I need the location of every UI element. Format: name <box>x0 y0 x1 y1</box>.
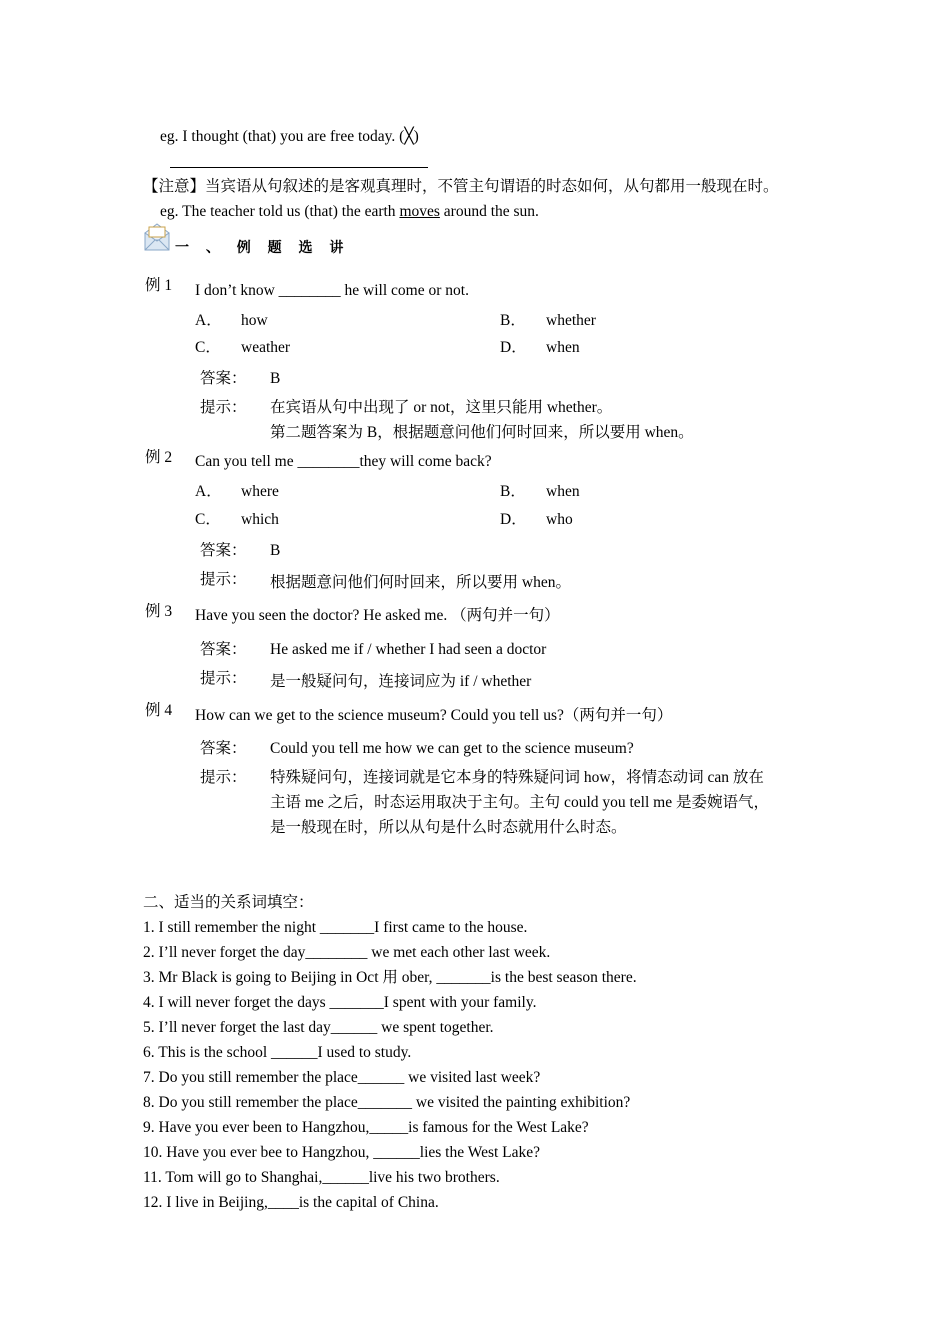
example-4-question: How can we get to the science museum? Could you tell us?（两句并一句） <box>195 707 673 724</box>
example-3-answer: He asked me if / whether I had seen a doctor <box>270 641 547 658</box>
exercise-item: 8. Do you still remember the place_______ we visited the painting exhibition? <box>143 1094 631 1111</box>
example-1-option-b-letter: B． <box>500 312 526 329</box>
example-2-answer: B <box>270 542 281 559</box>
exercise-item: 12. I live in Beijing,____is the capital of China. <box>143 1194 439 1211</box>
example-2-label: 例 2 <box>145 449 173 466</box>
exercise-item: 4. I will never forget the days _______I spent with your family. <box>143 994 537 1011</box>
intro-example-2-underlined: moves <box>399 203 440 220</box>
example-4-hint-line: 主语 me 之后，时态运用取决于主句。主句 could you tell me 是委婉语气， <box>270 794 769 811</box>
example-2-option-a-letter: A． <box>195 483 222 500</box>
example-1-option-b: whether <box>546 312 596 329</box>
example-3-question: Have you seen the doctor? He asked me. （两句并一句） <box>195 607 560 624</box>
example-4-hint-label: 提示： <box>200 769 247 786</box>
exercise-item: 9. Have you ever been to Hangzhou,_____is famous for the West Lake? <box>143 1119 589 1136</box>
exercise-item: 6. This is the school ______I used to study. <box>143 1044 412 1061</box>
example-1-option-c: weather <box>241 339 291 356</box>
envelope-icon <box>143 223 173 253</box>
example-2-option-b-letter: B． <box>500 483 526 500</box>
section-2 <box>143 890 637 1215</box>
example-3-answer-label: 答案： <box>200 641 247 658</box>
example-4-answer: Could you tell me how we can get to the science museum? <box>270 740 634 757</box>
example-2-option-a: where <box>241 483 279 500</box>
intro-example-2 <box>160 202 539 222</box>
example-1-answer: B <box>270 370 281 387</box>
example-1-hint-line: 在宾语从句中出现了 or not，这里只能用 whether。 <box>270 399 613 416</box>
section-1-title: 一 、 例 题 选 讲 <box>175 240 350 256</box>
example-2-option-b: when <box>546 483 580 500</box>
example-1-answer-label: 答案： <box>200 370 247 387</box>
example-1-option-a: how <box>241 312 268 329</box>
example-2-option-d-letter: D． <box>500 511 527 528</box>
example-2-option-c: which <box>241 511 279 528</box>
exercise-item: 10. Have you ever bee to Hangzhou, ______lies the West Lake? <box>143 1144 541 1161</box>
example-3-hint-line: 是一般疑问句，连接词应为 if / whether <box>270 673 532 690</box>
exercise-item: 7. Do you still remember the place______ we visited last week? <box>143 1069 541 1086</box>
example-2-option-c-letter: C． <box>195 511 221 528</box>
note-text: 【注意】当宾语从句叙述的是客观真理时，不管主句谓语的时态如何，从句都用一般现在时。 <box>143 178 779 195</box>
example-1-option-d-letter: D． <box>500 339 527 356</box>
exercise-item: 3. Mr Black is going to Beijing in Oct 用 ober, _______is the best season there. <box>143 969 637 986</box>
intro-example-2-after: around the sun. <box>439 203 539 220</box>
example-3-hint-label: 提示： <box>200 670 247 687</box>
divider-line <box>170 167 428 168</box>
example-1-option-c-letter: C． <box>195 339 221 356</box>
example-4-label: 例 4 <box>145 702 173 719</box>
example-1-question: I don’t know ________ he will come or not. <box>195 282 469 299</box>
example-2-question: Can you tell me ________they will come back? <box>195 453 492 470</box>
example-1-hint-line: 第二题答案为 B，根据题意问他们何时回来，所以要用 when。 <box>270 424 694 441</box>
example-1-option-a-letter: A． <box>195 312 222 329</box>
example-4-hint-line: 是一般现在时，所以从句是什么时态就用什么时态。 <box>270 819 627 836</box>
example-4-answer-label: 答案： <box>200 740 247 757</box>
example-2-hint-line: 根据题意问他们何时回来，所以要用 when。 <box>270 574 571 591</box>
exercise-item: 2. I’ll never forget the day________ we met each other last week. <box>143 944 551 961</box>
example-2-option-d: who <box>546 511 573 528</box>
example-2-hint-label: 提示： <box>200 571 247 588</box>
example-2-answer-label: 答案： <box>200 542 247 559</box>
example-4-hint-line: 特殊疑问句，连接词就是它本身的特殊疑问词 how，将情态动词 can 放在 <box>270 769 764 786</box>
example-1-option-d: when <box>546 339 580 356</box>
intro-example-1: eg. I thought (that) you are free today. (╳) <box>160 128 419 145</box>
exercise-item: 5. I’ll never forget the last day______ we spent together. <box>143 1019 494 1036</box>
example-3-label: 例 3 <box>145 603 173 620</box>
intro-example-2-before: eg. The teacher told us (that) the earth <box>160 203 400 220</box>
section-2-title: 二、适当的关系词填空： <box>143 894 314 911</box>
example-1-label: 例 1 <box>145 277 173 294</box>
exercise-item: 11. Tom will go to Shanghai,______live his two brothers. <box>143 1169 500 1186</box>
exercise-item: 1. I still remember the night _______I first came to the house. <box>143 919 528 936</box>
example-1-hint-label: 提示： <box>200 399 247 416</box>
